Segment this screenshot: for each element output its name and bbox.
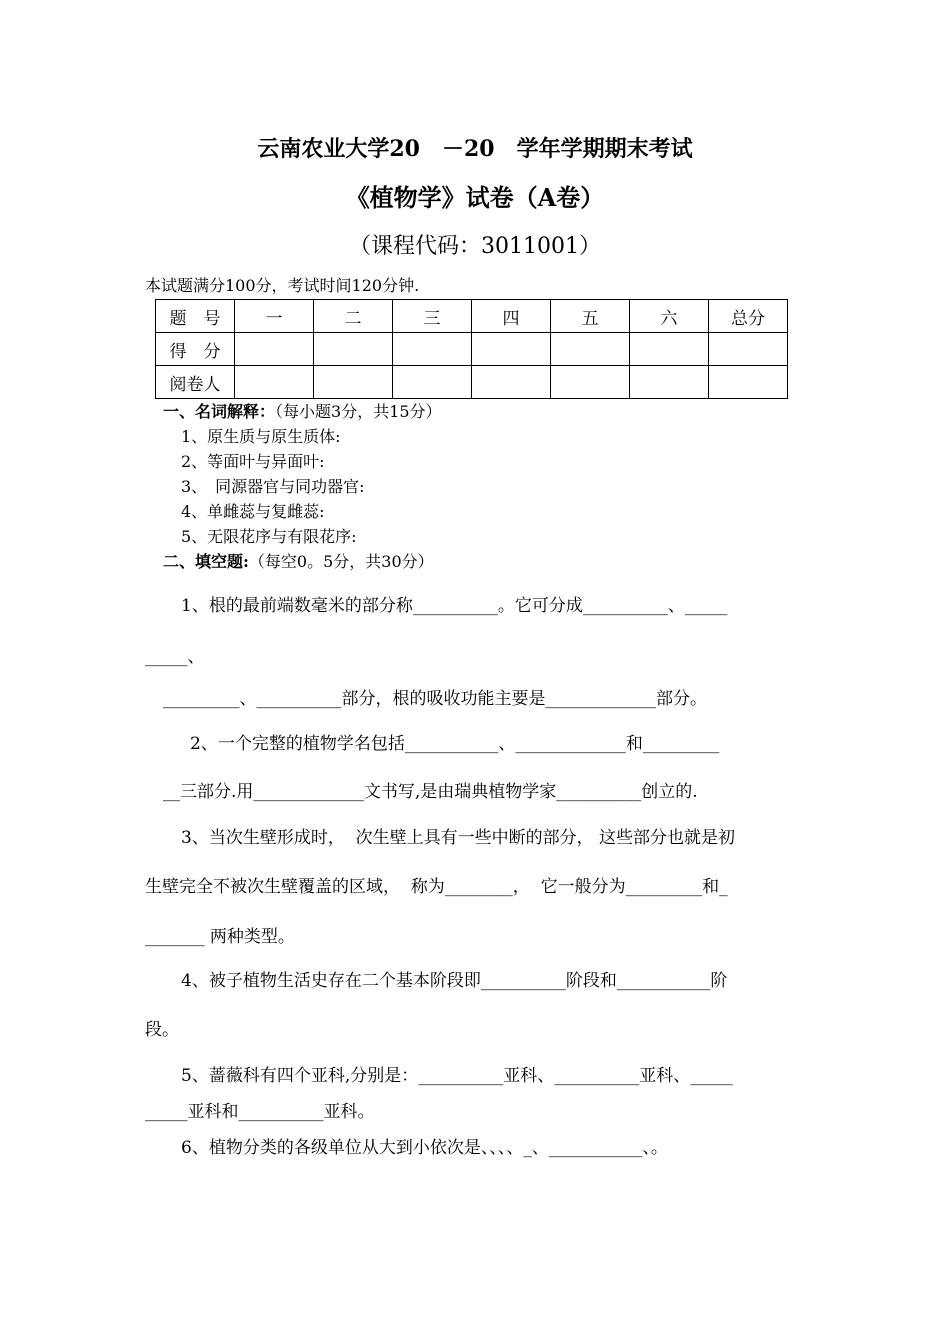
table-cell: 题 号 [156, 300, 235, 333]
table-row [156, 366, 788, 399]
table-cell: 二 [314, 300, 393, 333]
score-cell [393, 333, 472, 366]
section1-title: 一、名词解释： [163, 402, 276, 421]
list-item: 3、 同源器官与同功器官: [181, 477, 365, 496]
table-row [156, 333, 788, 366]
list-item: 4、单雌蕊与复雌蕊: [181, 502, 325, 521]
question-line: _________、__________部分，根的吸收功能主要是_____________部分。 [163, 689, 707, 709]
table-cell: 六 [630, 300, 709, 333]
question-line: 5、蔷薇科有四个亚科,分别是：__________亚科、__________亚科、_____ [181, 1066, 733, 1086]
exam-note: 本试题满分100分，考试时间120分钟. [145, 276, 420, 295]
table-cell: 三 [393, 300, 472, 333]
exam-header: 云南农业大学20 －20 学年学期期末考试 [257, 136, 693, 162]
question-line: _____、 [145, 647, 205, 667]
question-line: 6、植物分类的各级单位从大到小依次是、、、、_、___________、。 [181, 1138, 668, 1158]
grader-cell [235, 366, 314, 399]
score-cell [551, 333, 630, 366]
section2-note: （每空0。5分，共30分） [248, 552, 434, 571]
score-cell [314, 333, 393, 366]
grader-cell [314, 366, 393, 399]
list-item: 1、原生质与原生质体: [181, 427, 341, 446]
question-line: 生壁完全不被次生壁覆盖的区域， 称为________， 它一般分为_________和_ [145, 877, 728, 897]
grader-cell [393, 366, 472, 399]
question-line: 3、当次生壁形成时， 次生壁上具有一些中断的部分， 这些部分也就是初 [181, 828, 736, 848]
score-cell [472, 333, 551, 366]
section1-note: （每小题3分，共15分） [275, 402, 442, 421]
table-cell: 四 [472, 300, 551, 333]
list-item: 5、无限花序与有限花序: [181, 527, 357, 546]
table-cell: 得 分 [156, 333, 235, 366]
score-table [155, 299, 788, 399]
question-line: 1、根的最前端数毫米的部分称__________。它可分成__________、_____ [181, 596, 728, 616]
list-item: 2、等面叶与异面叶: [181, 452, 325, 471]
question-line: _______ 两种类型。 [145, 927, 295, 947]
score-cell [235, 333, 314, 366]
question-line: __三部分.用_____________文书写,是由瑞典植物学家__________创立的. [163, 782, 698, 802]
table-cell: 五 [551, 300, 630, 333]
grader-cell [630, 366, 709, 399]
grader-cell [472, 366, 551, 399]
table-row [156, 300, 788, 333]
table-cell: 总分 [709, 300, 788, 333]
exam-title: 《植物学》试卷（A卷） [345, 183, 605, 212]
section2-title: 二、填空题: [163, 552, 249, 571]
table-cell: 一 [235, 300, 314, 333]
question-line: 2、一个完整的植物学名包括___________、_____________和_________ [190, 734, 720, 754]
score-cell [709, 333, 788, 366]
question-line: _____亚科和__________亚科。 [145, 1102, 375, 1122]
question-line: 段。 [145, 1020, 179, 1040]
course-code: （课程代码：3011001） [349, 234, 601, 259]
section1-heading [163, 404, 442, 420]
grader-cell [551, 366, 630, 399]
question-line: 4、被子植物生活史存在二个基本阶段即__________阶段和___________阶 [181, 971, 728, 991]
score-cell [630, 333, 709, 366]
table-cell: 阅卷人 [156, 366, 235, 399]
section2-heading [163, 554, 434, 570]
grader-cell [709, 366, 788, 399]
